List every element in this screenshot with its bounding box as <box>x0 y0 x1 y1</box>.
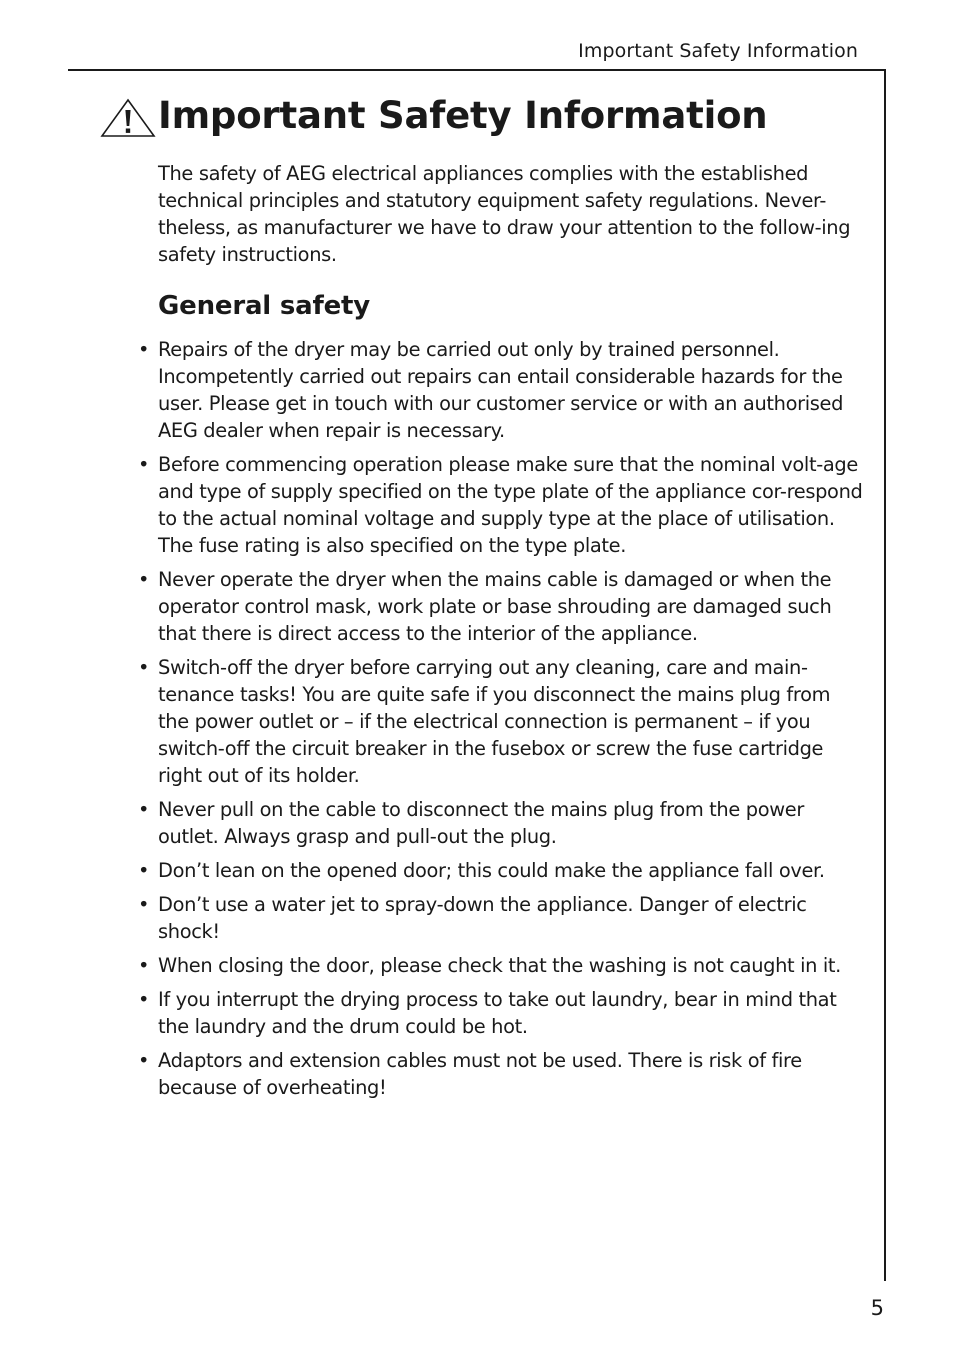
list-item <box>138 336 864 444</box>
running-header: Important Safety Information <box>578 40 858 62</box>
list-item-text: Switch-off the dryer before carrying out any cleaning, care and main-tenance tasks! You are quite safe if you disconnect the mains plug from the power outlet or – if the electrical connection is permanent – if you switch-off the circuit breaker in the fusebox or screw the fuse cartridge right out of its holder. <box>158 656 831 787</box>
header-rule <box>68 69 886 71</box>
right-margin-rule <box>884 69 886 1281</box>
page-number: 5 <box>870 1296 884 1320</box>
bullet-marker: • <box>138 893 150 916</box>
list-item <box>138 566 864 647</box>
bullet-marker: • <box>138 988 150 1011</box>
list-item-text: Never operate the dryer when the mains cable is damaged or when the operator control mask, work plate or base shrouding are damaged such that there is direct access to the interior of the appliance. <box>158 568 832 645</box>
bullet-marker: • <box>138 798 150 821</box>
warning-triangle-icon <box>100 98 156 138</box>
section-heading-general-safety: General safety <box>158 291 370 321</box>
list-item <box>138 952 864 979</box>
bullet-marker: • <box>138 656 150 679</box>
list-item-text: Never pull on the cable to disconnect the mains plug from the power outlet. Always grasp and pull-out the plug. <box>158 798 804 848</box>
bullet-marker: • <box>138 453 150 476</box>
bullet-marker: • <box>138 568 150 591</box>
bullet-marker: • <box>138 338 150 361</box>
list-item <box>138 654 864 789</box>
list-item-text: Repairs of the dryer may be carried out only by trained personnel. Incompetently carried out repairs can entail considerable hazards for the user. Please get in touch with our customer service or with an authorised AEG dealer when repair is necessary. <box>158 338 844 442</box>
page-title: Important Safety Information <box>158 94 768 137</box>
list-item-text: Don’t lean on the opened door; this could make the appliance fall over. <box>158 859 825 882</box>
bullet-marker: • <box>138 954 150 977</box>
list-item <box>138 1047 864 1101</box>
list-item <box>138 451 864 559</box>
safety-instructions-list <box>138 336 864 1101</box>
page-content <box>138 160 864 1108</box>
list-item-text: If you interrupt the drying process to take out laundry, bear in mind that the laundry and the drum could be hot. <box>158 988 837 1038</box>
intro-paragraph: The safety of AEG electrical appliances complies with the established technical principles and statutory equipment safety regulations. Never-theless, as manufacturer we have to draw your attention to the follow-ing safety instructions. <box>158 162 851 266</box>
list-item <box>138 986 864 1040</box>
list-item-text: Before commencing operation please make sure that the nominal volt-age and type of supply specified on the type plate of the appliance cor-respond to the actual nominal voltage and supply type at the place of utilisation. The fuse rating is also specified on the type plate. <box>158 453 863 557</box>
list-item-text: When closing the door, please check that the washing is not caught in it. <box>158 954 841 977</box>
bullet-marker: • <box>138 1049 150 1072</box>
bullet-marker: • <box>138 859 150 882</box>
list-item-text: Don’t use a water jet to spray-down the appliance. Danger of electric shock! <box>158 893 807 943</box>
list-item <box>138 891 864 945</box>
list-item-text: Adaptors and extension cables must not be used. There is risk of fire because of overheating! <box>158 1049 802 1099</box>
list-item <box>138 857 864 884</box>
list-item <box>138 796 864 850</box>
